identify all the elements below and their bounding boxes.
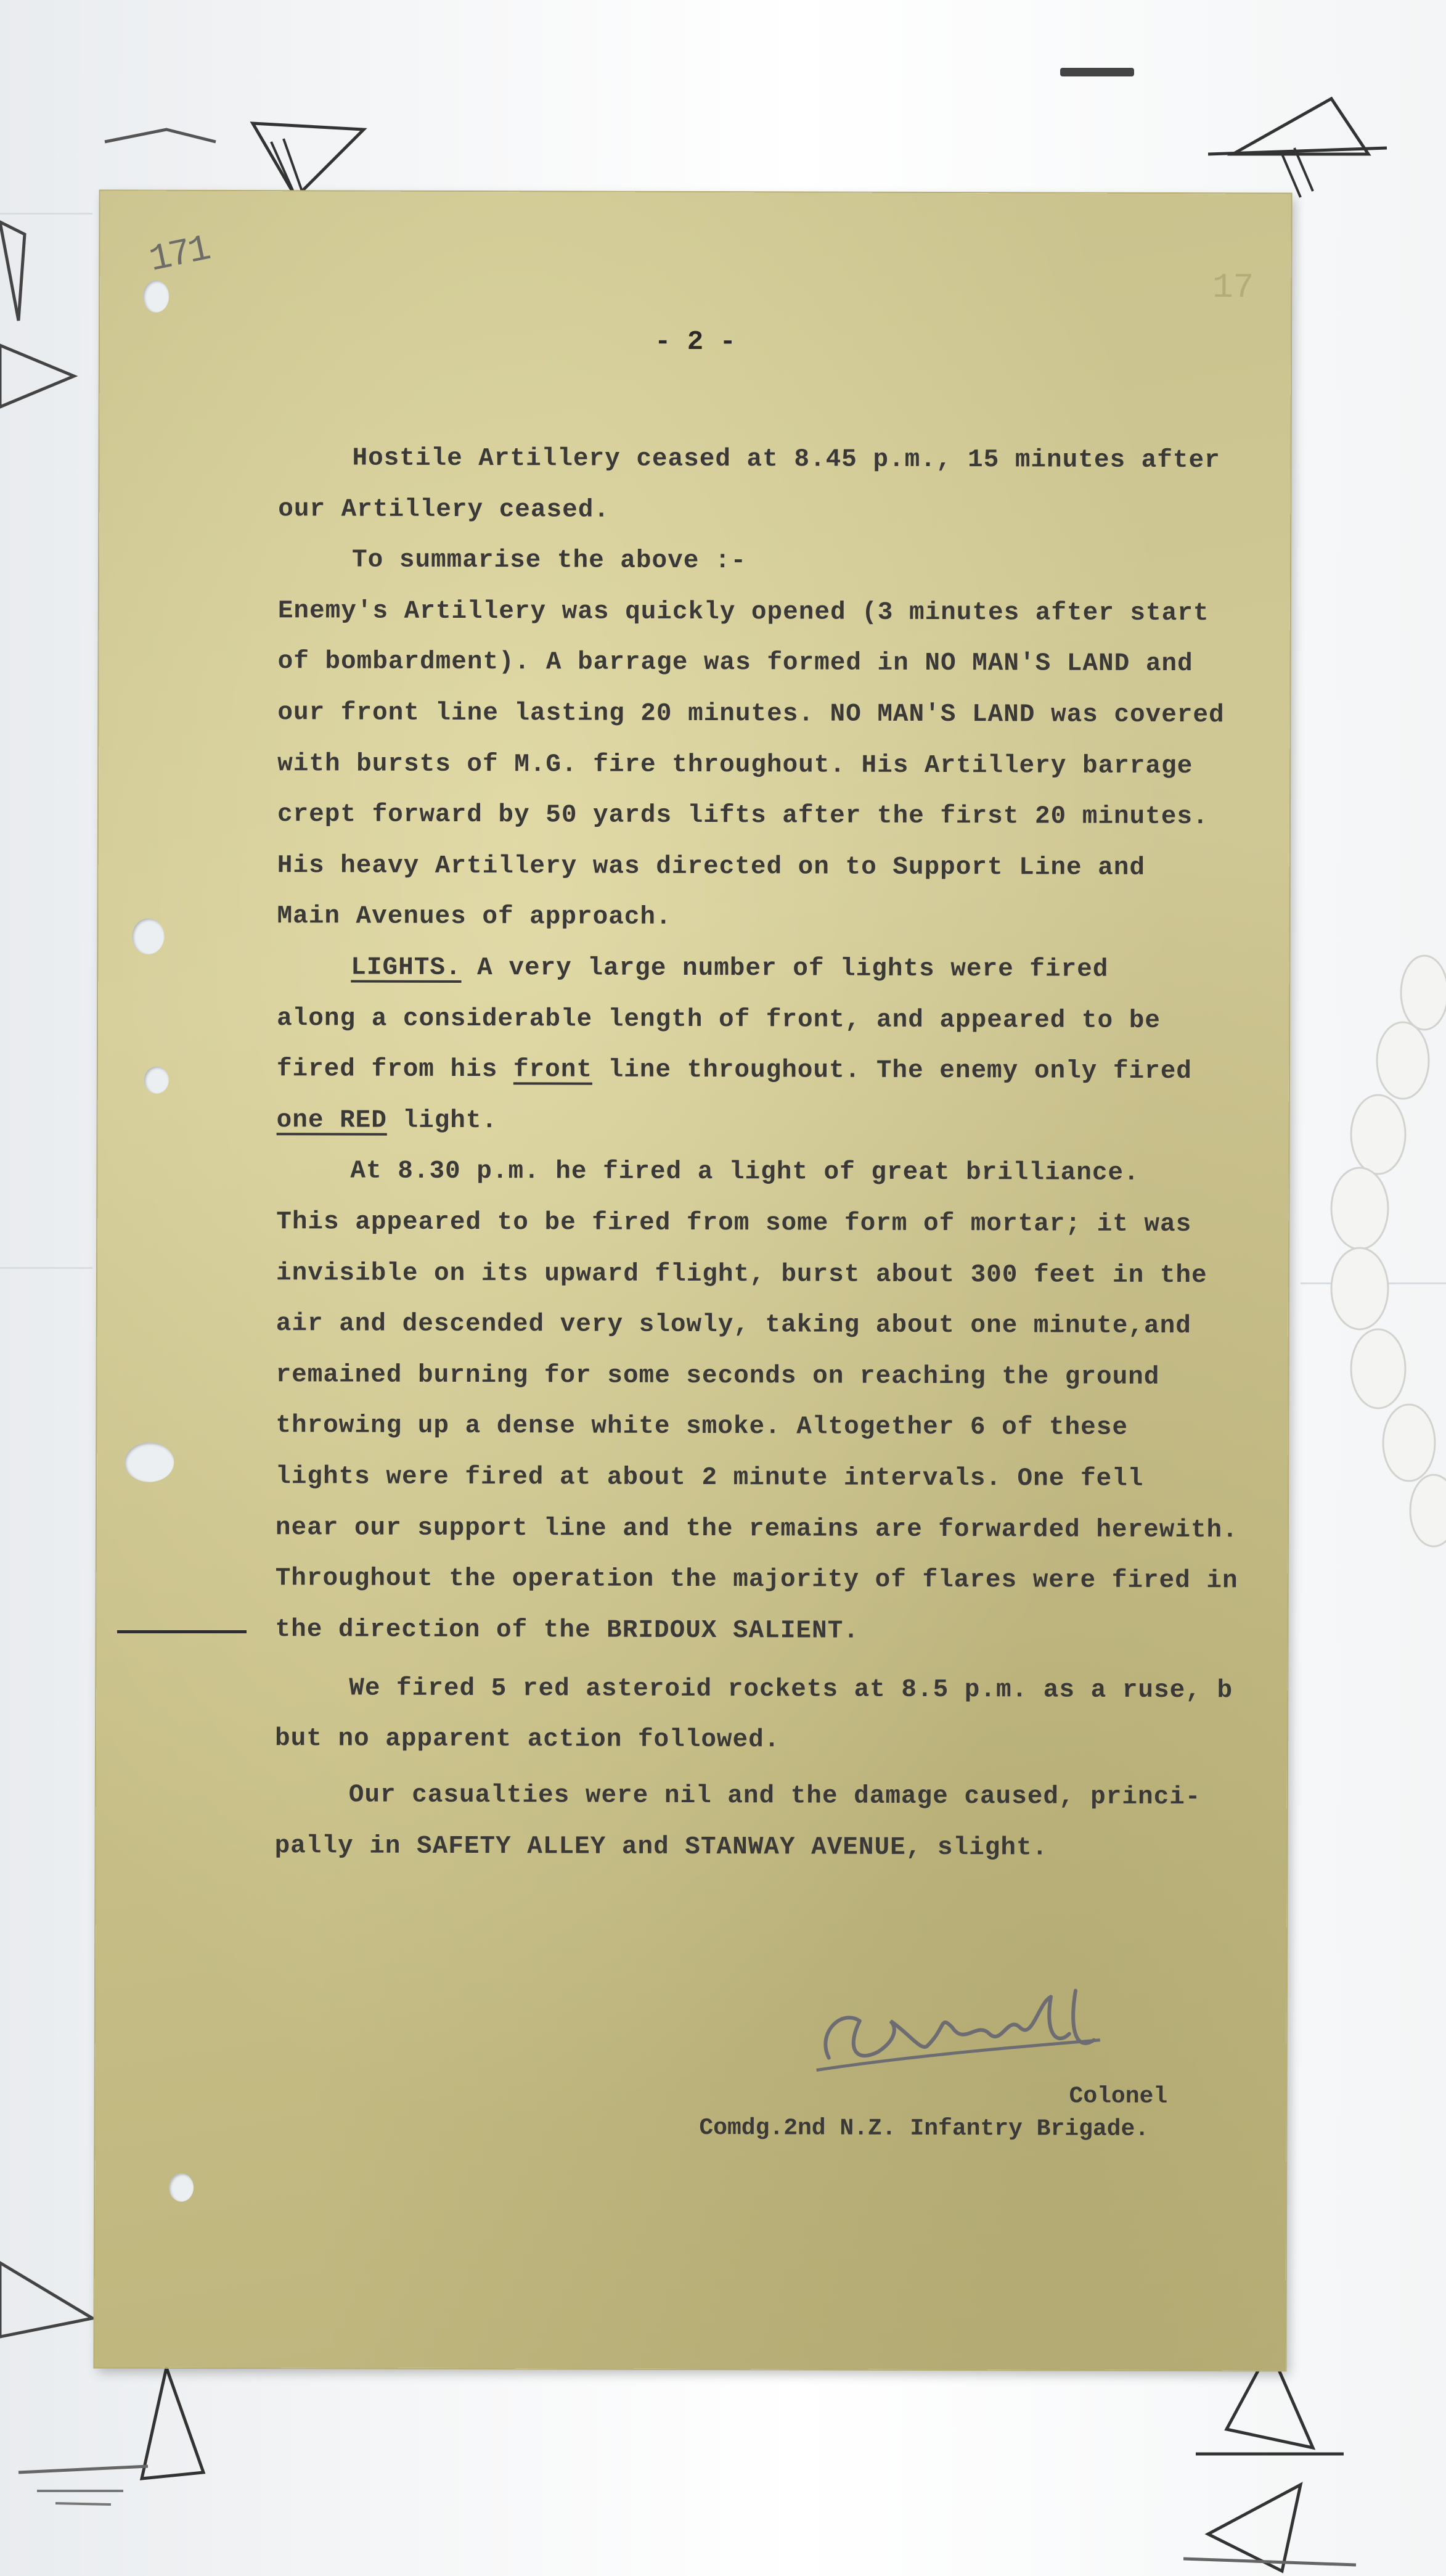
text-line: near our support line and the remains are forwarded herewith. — [275, 1513, 1238, 1544]
punch-hole — [169, 2173, 194, 2202]
text-line: To summarise the above :- — [351, 546, 747, 576]
text-line: Our casualties were nil and the damage caused, princi- — [348, 1781, 1201, 1812]
margin-mark — [117, 1630, 247, 1633]
text-line: along a considerable length of front, and appeared to be — [277, 1004, 1161, 1035]
text-line: throwing up a dense white smoke. Altogether 6 of these — [276, 1411, 1129, 1443]
underlined-word: front — [513, 1056, 593, 1085]
text-line: We fired 5 red asteroid rockets at 8.5 p.m. as a ruse, b — [349, 1674, 1233, 1705]
corner-number: 17 — [1212, 268, 1254, 308]
text-line: remained burning for some seconds on reaching the ground — [276, 1361, 1160, 1392]
text-line: of bombardment). A barrage was formed in NO MAN'S LAND and — [277, 647, 1193, 679]
text-line: our front line lasting 20 minutes. NO MAN'S LAND was covered — [277, 699, 1225, 730]
lights-heading: LIGHTS. — [351, 953, 462, 983]
punch-hole — [125, 1443, 174, 1482]
handwritten-signature — [804, 1977, 1125, 2095]
text-line: but no apparent action followed. — [274, 1725, 780, 1755]
binding-cord — [1286, 943, 1446, 1560]
text-line: At 8.30 p.m. he fired a light of great brilliance. — [350, 1157, 1140, 1188]
text-fragment: fired from his — [276, 1055, 514, 1085]
underlined-phrase: one RED — [276, 1106, 387, 1135]
text-fragment: A very large number of lights were fired — [461, 954, 1109, 984]
text-line: This appeared to be fired from some form of mortar; it was — [276, 1208, 1192, 1239]
text-line: with bursts of M.G. fire throughout. His Artillery barrage — [277, 749, 1193, 781]
punch-hole — [143, 281, 169, 313]
report-body — [274, 444, 1265, 1863]
text-line — [277, 1106, 498, 1135]
text-line: air and descended very slowly, taking about one minute,and — [276, 1310, 1191, 1341]
text-line: our Artillery ceased. — [278, 494, 610, 525]
text-line: His heavy Artillery was directed on to Support Line and — [277, 851, 1146, 882]
text-fragment: light. — [386, 1106, 498, 1135]
signatory-unit: Comdg.2nd N.Z. Infantry Brigade. — [699, 2115, 1150, 2143]
text-line: Enemy's Artillery was quickly opened (3 minutes after start — [277, 597, 1209, 628]
pencil-dash — [1060, 68, 1134, 76]
text-line: Throughout the operation the majority of flares were fired in — [275, 1564, 1238, 1596]
text-line: lights were fired at about 2 minute intervals. One fell — [276, 1462, 1144, 1493]
text-line: invisible on its upward flight, burst about 300 feet in the — [276, 1258, 1207, 1290]
text-line: crept forward by 50 yards lifts after the first 20 minutes. — [277, 800, 1209, 832]
text-line — [277, 1055, 1192, 1086]
punch-hole — [132, 919, 164, 954]
punch-hole — [144, 1067, 169, 1094]
folio-number: 171 — [145, 228, 213, 282]
text-line: pally in SAFETY ALLEY and STANWAY AVENUE, slight. — [274, 1832, 1048, 1863]
text-fragment: line throughout. The enemy only fired — [592, 1056, 1192, 1086]
page-number: - 2 - — [654, 326, 737, 358]
backing-rule — [0, 1267, 92, 1269]
document-sheet — [94, 191, 1291, 2370]
text-line: Hostile Artillery ceased at 8.45 p.m., 15 minutes after — [352, 444, 1220, 475]
pencil-sketch-left-edge — [0, 210, 99, 419]
text-line: Main Avenues of approach. — [277, 902, 672, 932]
text-line — [351, 954, 1108, 984]
text-line: the direction of the BRIDOUX SALIENT. — [275, 1615, 859, 1646]
signatory-rank: Colonel — [1069, 2083, 1168, 2110]
pencil-sketch-top-right — [1208, 86, 1393, 210]
